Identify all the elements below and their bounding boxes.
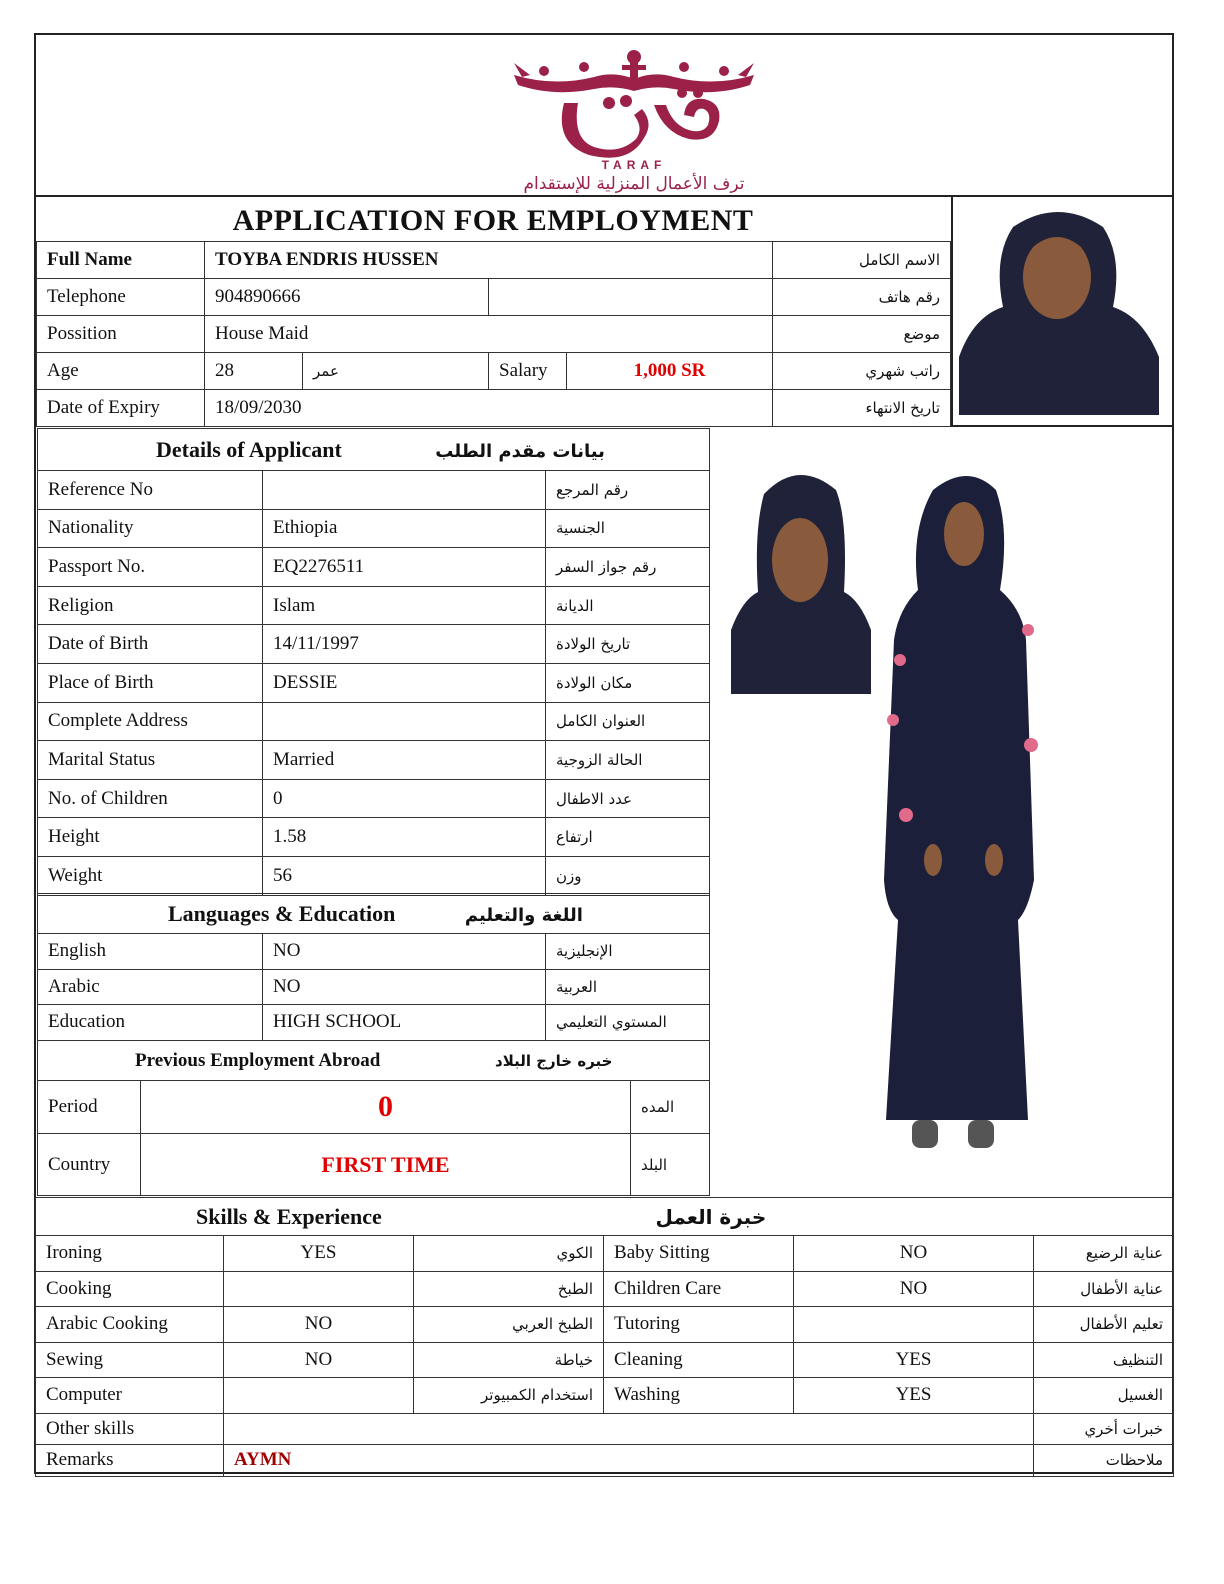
remarks-value: AYMN — [224, 1444, 1034, 1476]
language-label: Education — [38, 1005, 263, 1041]
telephone-ar: رقم هاتف — [773, 279, 951, 316]
languages-heading-ar: اللغة والتعليم — [464, 904, 583, 926]
details-ar: عدد الاطفال — [546, 779, 710, 818]
details-row — [38, 625, 710, 664]
skill-left-label: Cooking — [36, 1271, 224, 1307]
details-ar: مكان الولادة — [546, 663, 710, 702]
details-ar: رقم جواز السفر — [546, 548, 710, 587]
skill-right-label: Children Care — [604, 1271, 794, 1307]
language-ar: المستوي التعليمي — [546, 1005, 710, 1041]
details-label: Date of Birth — [38, 625, 263, 664]
details-label: Weight — [38, 856, 263, 895]
skill-right-label: Cleaning — [604, 1342, 794, 1378]
skill-left-ar: استخدام الكمبيوتر — [414, 1378, 604, 1414]
details-label: No. of Children — [38, 779, 263, 818]
other-skills-value — [224, 1413, 1034, 1444]
country-ar: البلد — [631, 1134, 710, 1196]
skills-heading-en: Skills & Experience — [36, 1198, 604, 1236]
skill-left-label: Ironing — [36, 1236, 224, 1272]
details-label: Complete Address — [38, 702, 263, 741]
details-value: DESSIE — [263, 663, 546, 702]
telephone-extra — [489, 279, 773, 316]
details-value: Married — [263, 741, 546, 780]
skill-left-ar: الطبخ — [414, 1271, 604, 1307]
details-value — [263, 471, 546, 510]
skill-right-ar: الغسيل — [1034, 1378, 1174, 1414]
details-row — [38, 779, 710, 818]
position-value: House Maid — [205, 316, 773, 353]
skill-left-label: Arabic Cooking — [36, 1307, 224, 1343]
full-name-label: Full Name — [37, 242, 205, 279]
skill-left-value: NO — [224, 1342, 414, 1378]
skill-left-ar: خياطة — [414, 1342, 604, 1378]
details-label: Place of Birth — [38, 663, 263, 702]
skill-right-value: NO — [794, 1236, 1034, 1272]
details-row — [38, 702, 710, 741]
previous-heading — [38, 1041, 710, 1081]
language-value: HIGH SCHOOL — [263, 1005, 546, 1041]
details-heading-ar: بيانات مقدم الطلب — [435, 440, 605, 462]
language-value: NO — [263, 934, 546, 970]
full-body-photo — [884, 476, 1038, 1148]
period-value: 0 — [141, 1081, 631, 1134]
details-ar: وزن — [546, 856, 710, 895]
languages-table — [37, 893, 710, 1041]
page-title: APPLICATION FOR EMPLOYMENT — [232, 204, 754, 237]
age-ar: عمر — [303, 353, 489, 390]
period-ar: المده — [631, 1081, 710, 1134]
remarks-ar: ملاحظات — [1034, 1444, 1174, 1476]
details-label: Reference No — [38, 471, 263, 510]
details-value — [263, 702, 546, 741]
position-label: Possition — [37, 316, 205, 353]
details-ar: ارتفاع — [546, 818, 710, 857]
details-label: Nationality — [38, 509, 263, 548]
skill-right-label: Washing — [604, 1378, 794, 1414]
skill-row — [36, 1378, 1174, 1414]
details-row — [38, 548, 710, 587]
skill-left-ar: الطبخ العربي — [414, 1307, 604, 1343]
language-label: Arabic — [38, 969, 263, 1005]
details-value: Ethiopia — [263, 509, 546, 548]
taraf-logo — [414, 43, 894, 193]
portrait-photo — [951, 197, 1174, 427]
salary-ar: راتب شهري — [773, 353, 951, 390]
skill-right-ar: عناية الأطفال — [1034, 1271, 1174, 1307]
full-name-value: TOYBA ENDRIS HUSSEN — [205, 242, 773, 279]
details-ar: الديانة — [546, 586, 710, 625]
details-table — [37, 428, 710, 896]
details-value: Islam — [263, 586, 546, 625]
full-name-ar: الاسم الكامل — [773, 242, 951, 279]
expiry-ar: تاريخ الانتهاء — [773, 390, 951, 427]
salary-label: Salary — [489, 353, 567, 390]
skills-heading-ar: خبرة العمل — [655, 1204, 767, 1229]
details-ar: العنوان الكامل — [546, 702, 710, 741]
skill-left-label: Sewing — [36, 1342, 224, 1378]
skill-right-ar: التنظيف — [1034, 1342, 1174, 1378]
details-value: 0 — [263, 779, 546, 818]
details-ar: الحالة الزوجية — [546, 741, 710, 780]
details-row — [38, 471, 710, 510]
language-ar: الإنجليزية — [546, 934, 710, 970]
salary-value: 1,000 SR — [567, 353, 773, 390]
skill-row — [36, 1342, 1174, 1378]
skill-right-ar: عناية الرضيع — [1034, 1236, 1174, 1272]
details-label: Height — [38, 818, 263, 857]
details-heading-en: Details of Applicant — [156, 436, 342, 462]
position-ar: موضع — [773, 316, 951, 353]
skill-right-label: Tutoring — [604, 1307, 794, 1343]
svg-text:TARAF: TARAF — [601, 158, 667, 172]
details-label: Religion — [38, 586, 263, 625]
top-info-table — [36, 241, 951, 427]
skill-right-label: Baby Sitting — [604, 1236, 794, 1272]
language-label: English — [38, 934, 263, 970]
skill-row — [36, 1236, 1174, 1272]
small-portrait-photo — [731, 460, 871, 694]
details-label: Marital Status — [38, 741, 263, 780]
details-value: 56 — [263, 856, 546, 895]
skill-left-value: NO — [224, 1307, 414, 1343]
skill-left-value — [224, 1271, 414, 1307]
skill-row — [36, 1271, 1174, 1307]
details-value: 1.58 — [263, 818, 546, 857]
age-value: 28 — [205, 353, 303, 390]
telephone-label: Telephone — [37, 279, 205, 316]
skill-right-value: YES — [794, 1378, 1034, 1414]
language-value: NO — [263, 969, 546, 1005]
period-label: Period — [38, 1081, 141, 1134]
language-ar: العربية — [546, 969, 710, 1005]
svg-text:ترف الأعمال المنزلية للإستقدام: ترف الأعمال المنزلية للإستقدام — [523, 174, 745, 193]
language-row — [38, 934, 710, 970]
skills-table — [35, 1197, 1174, 1477]
country-label: Country — [38, 1134, 141, 1196]
skill-left-label: Computer — [36, 1378, 224, 1414]
details-ar: تاريخ الولادة — [546, 625, 710, 664]
applicant-photos — [728, 460, 1073, 1160]
skill-right-value: YES — [794, 1342, 1034, 1378]
previous-table — [37, 1040, 710, 1196]
skills-heading-ar-cell — [604, 1198, 1174, 1236]
country-value: FIRST TIME — [141, 1134, 631, 1196]
logo-header — [34, 33, 1174, 197]
previous-heading-ar: خبره خارج البلاد — [495, 1051, 613, 1070]
details-row — [38, 741, 710, 780]
details-ar: الجنسية — [546, 509, 710, 548]
details-heading — [38, 429, 710, 471]
skill-right-ar: تعليم الأطفال — [1034, 1307, 1174, 1343]
details-row — [38, 856, 710, 895]
details-label: Passport No. — [38, 548, 263, 587]
skill-left-ar: الكوي — [414, 1236, 604, 1272]
details-row — [38, 509, 710, 548]
skill-left-value — [224, 1378, 414, 1414]
previous-heading-en: Previous Employment Abroad — [135, 1049, 381, 1071]
details-row — [38, 586, 710, 625]
details-value: EQ2276511 — [263, 548, 546, 587]
age-label: Age — [37, 353, 205, 390]
details-ar: رقم المرجع — [546, 471, 710, 510]
expiry-label: Date of Expiry — [37, 390, 205, 427]
languages-heading — [38, 894, 710, 934]
details-row — [38, 663, 710, 702]
skill-left-value: YES — [224, 1236, 414, 1272]
other-skills-label: Other skills — [36, 1413, 224, 1444]
skill-right-value: NO — [794, 1271, 1034, 1307]
skill-right-value — [794, 1307, 1034, 1343]
details-value: 14/11/1997 — [263, 625, 546, 664]
other-skills-ar: خبرات أخري — [1034, 1413, 1174, 1444]
expiry-value: 18/09/2030 — [205, 390, 773, 427]
language-row — [38, 1005, 710, 1041]
telephone-value: 904890666 — [205, 279, 489, 316]
language-row — [38, 969, 710, 1005]
details-row — [38, 818, 710, 857]
languages-heading-en: Languages & Education — [168, 900, 396, 926]
skill-row — [36, 1307, 1174, 1343]
remarks-label: Remarks — [36, 1444, 224, 1476]
